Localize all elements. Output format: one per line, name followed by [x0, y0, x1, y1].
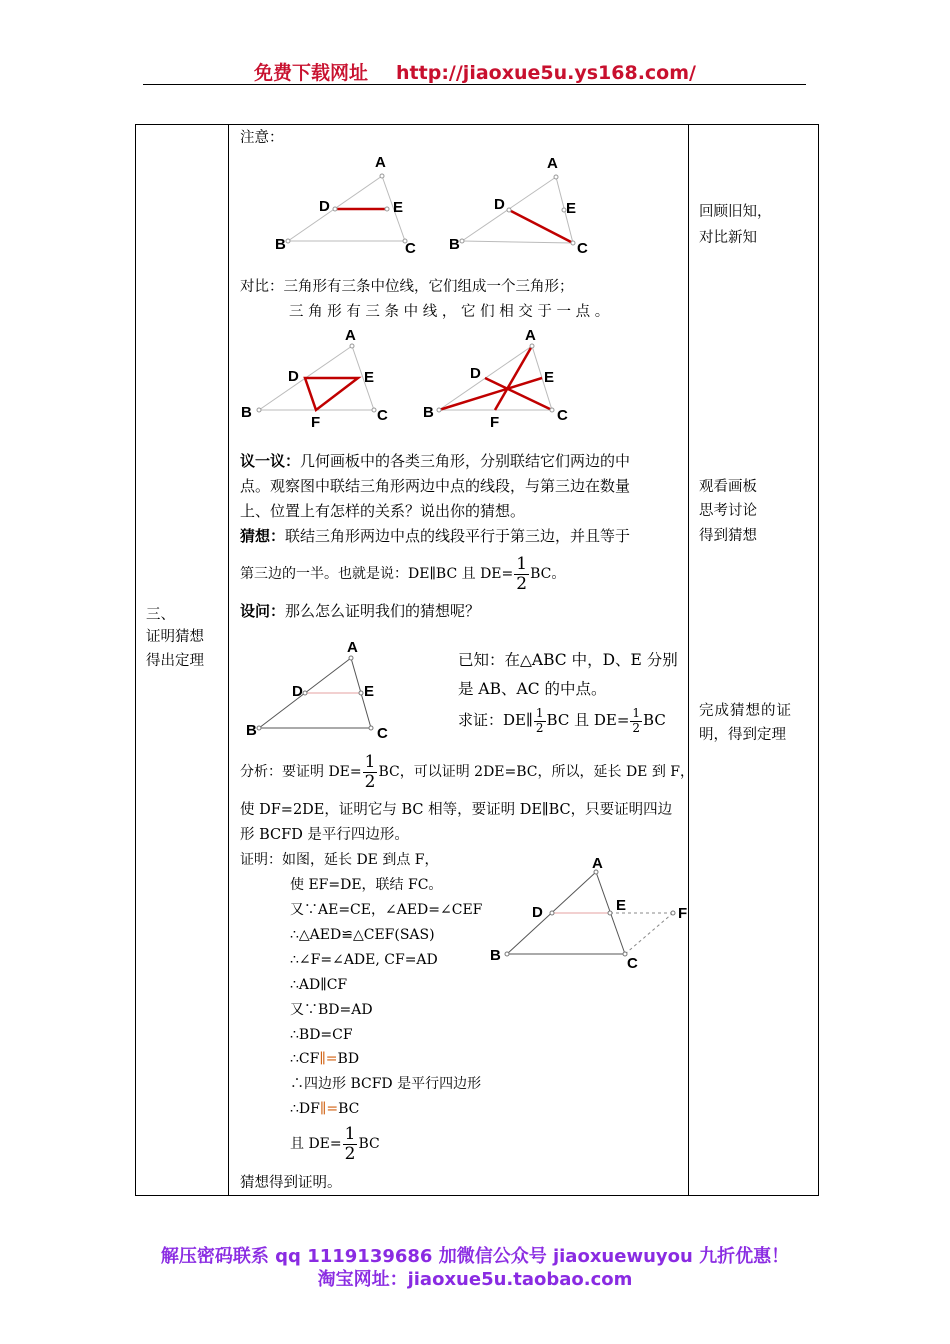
proof-line-6: 又∵BD=AD [290, 1002, 373, 1018]
conclusion-line: 猜想得到证明。 [240, 1175, 342, 1191]
fig3-label-c: C [377, 407, 388, 424]
figure-proof-parallelogram [500, 868, 688, 958]
fig6-label-d: D [532, 904, 543, 921]
fig2-label-e: E [566, 200, 577, 217]
analysis-line-1: 分析：要证明 DE= $\frac{1}{2}$ BC，可以证明 2DE=BC，所以，延长 DE 到 F， [240, 751, 695, 792]
fig4-label-c: C [557, 407, 568, 424]
fig6-label-e: E [616, 897, 627, 914]
fig2-label-b: B [449, 236, 460, 253]
fig3-label-a: A [345, 327, 356, 344]
fig1-label-d: D [319, 198, 330, 215]
fig6-label-f: F [678, 905, 688, 922]
figure-three-medians [435, 342, 560, 414]
fig5-label-d: D [292, 683, 303, 700]
note-label: 注意： [240, 130, 284, 146]
discuss-line-3: 上、位置上有怎样的关系？说出你的猜想。 [240, 502, 526, 520]
fig4-label-a: A [525, 327, 536, 344]
stage-line-2: 证明猜想 [146, 629, 204, 645]
fig2-label-c: C [577, 240, 588, 257]
note-watch: 观看画板 [699, 479, 757, 495]
fig3-label-d: D [288, 368, 299, 385]
proof-line-5: ∴AD∥CF [290, 977, 348, 993]
compare-line-1: 对比：三角形有三条中位线，它们组成一个三角形； [240, 279, 574, 295]
fig6-label-a: A [592, 855, 603, 872]
fig1-label-e: E [393, 199, 404, 216]
header-url[interactable]: http://jiaoxue5u.ys168.com/ [396, 62, 696, 84]
given-line-1: 已知：在△ABC 中，D、E 分别 [458, 651, 678, 669]
proof-line-9: ∴四边形 BCFD 是平行四边形 [290, 1076, 482, 1092]
fig3-label-e: E [364, 369, 375, 386]
fig2-label-d: D [494, 196, 505, 213]
proof-line-11: 且 DE= $\frac{1}{2}$ BC [290, 1123, 380, 1164]
proof-line-8: ∴CF∥=BD [290, 1051, 360, 1067]
header-label: 免费下载网址 [254, 62, 369, 84]
ask-line: 设问：那么怎么证明我们的猜想呢？ [240, 602, 481, 620]
note-review: 回顾旧知， [699, 204, 772, 220]
note-compare: 对比新知 [699, 230, 757, 246]
header-rule [143, 84, 806, 85]
fig4-label-f: F [490, 414, 500, 431]
fig1-label-a: A [375, 154, 386, 171]
header [0, 58, 950, 85]
fig2-label-a: A [547, 155, 558, 172]
figure-given-triangle [255, 654, 380, 732]
proof-line-4: ∴∠F=∠ADE, CF=AD [290, 952, 438, 968]
stage-line-3: 得出定理 [146, 653, 204, 669]
fig6-label-b: B [490, 947, 501, 964]
fig3-label-f: F [311, 414, 321, 431]
stage-line-1: 三、 [146, 607, 175, 623]
analysis-line-2: 使 DF=2DE，证明它与 BC 相等，要证明 DE∥BC，只要证明四边 [240, 802, 673, 818]
proof-line-0: 证明：如图，延长 DE 到点 F， [240, 852, 439, 868]
proof-line-2: 又∵AE=CE，∠AED=∠CEF [290, 902, 483, 918]
prove-line: 求证：DE∥ $\frac{1}{2}$ BC 且 DE= $\frac{1}{2}$ BC [458, 706, 666, 735]
guess-line-1: 猜想：联结三角形两边中点的线段平行于第三边，并且等于 [240, 527, 631, 545]
fig6-label-c: C [627, 955, 638, 972]
fig5-label-a: A [347, 639, 358, 656]
note-prove: 完成猜想的证 [699, 703, 792, 719]
proof-line-7: ∴BD=CF [290, 1027, 353, 1043]
fig5-label-b: B [246, 722, 257, 739]
analysis-line-3: 形 BCFD 是平行四边形。 [240, 827, 409, 843]
proof-line-3: ∴△AED≌△CEF(SAS) [290, 927, 435, 943]
discuss-line-2: 点。观察图中联结三角形两边中点的线段，与第三边在数量 [240, 477, 631, 495]
proof-line-1: 使 EF=DE，联结 FC。 [290, 877, 443, 893]
fig1-label-b: B [275, 236, 286, 253]
discuss-line-1: 议一议：几何画板中的各类三角形，分别联结它们两边的中 [240, 452, 631, 470]
fig5-label-c: C [377, 725, 388, 742]
footer-contact: 解压密码联系 qq 1119139686 加微信公众号 jiaoxuewuyou 九折优惠！ [160, 1246, 790, 1267]
fraction-half: $\frac{1}{2}$ [516, 553, 528, 594]
given-line-2: 是 AB、AC 的中点。 [458, 680, 607, 698]
compare-line-2: 三 角 形 有 三 条 中 线 ， 它 们 相 交 于 一 点 。 [289, 304, 610, 320]
fig4-label-e: E [544, 369, 555, 386]
footer-shop-link[interactable]: 淘宝网址：jiaoxue5u.taobao.com [317, 1269, 633, 1290]
fig3-label-b: B [241, 404, 252, 421]
proof-line-10: ∴DF∥=BC [290, 1101, 360, 1117]
fig5-label-e: E [364, 683, 375, 700]
fig4-label-d: D [470, 365, 481, 382]
note-theorem: 明，得到定理 [699, 727, 786, 743]
fig4-label-b: B [423, 404, 434, 421]
note-discuss: 思考讨论 [699, 503, 757, 519]
notes-cell [689, 125, 819, 1196]
note-guess: 得到猜想 [699, 528, 757, 544]
figure-median [460, 173, 580, 245]
fig1-label-c: C [405, 240, 416, 257]
guess-line-2: 第三边的一半。也就是说：DE∥BC 且 DE= $\frac{1}{2}$ BC。 [240, 553, 566, 594]
